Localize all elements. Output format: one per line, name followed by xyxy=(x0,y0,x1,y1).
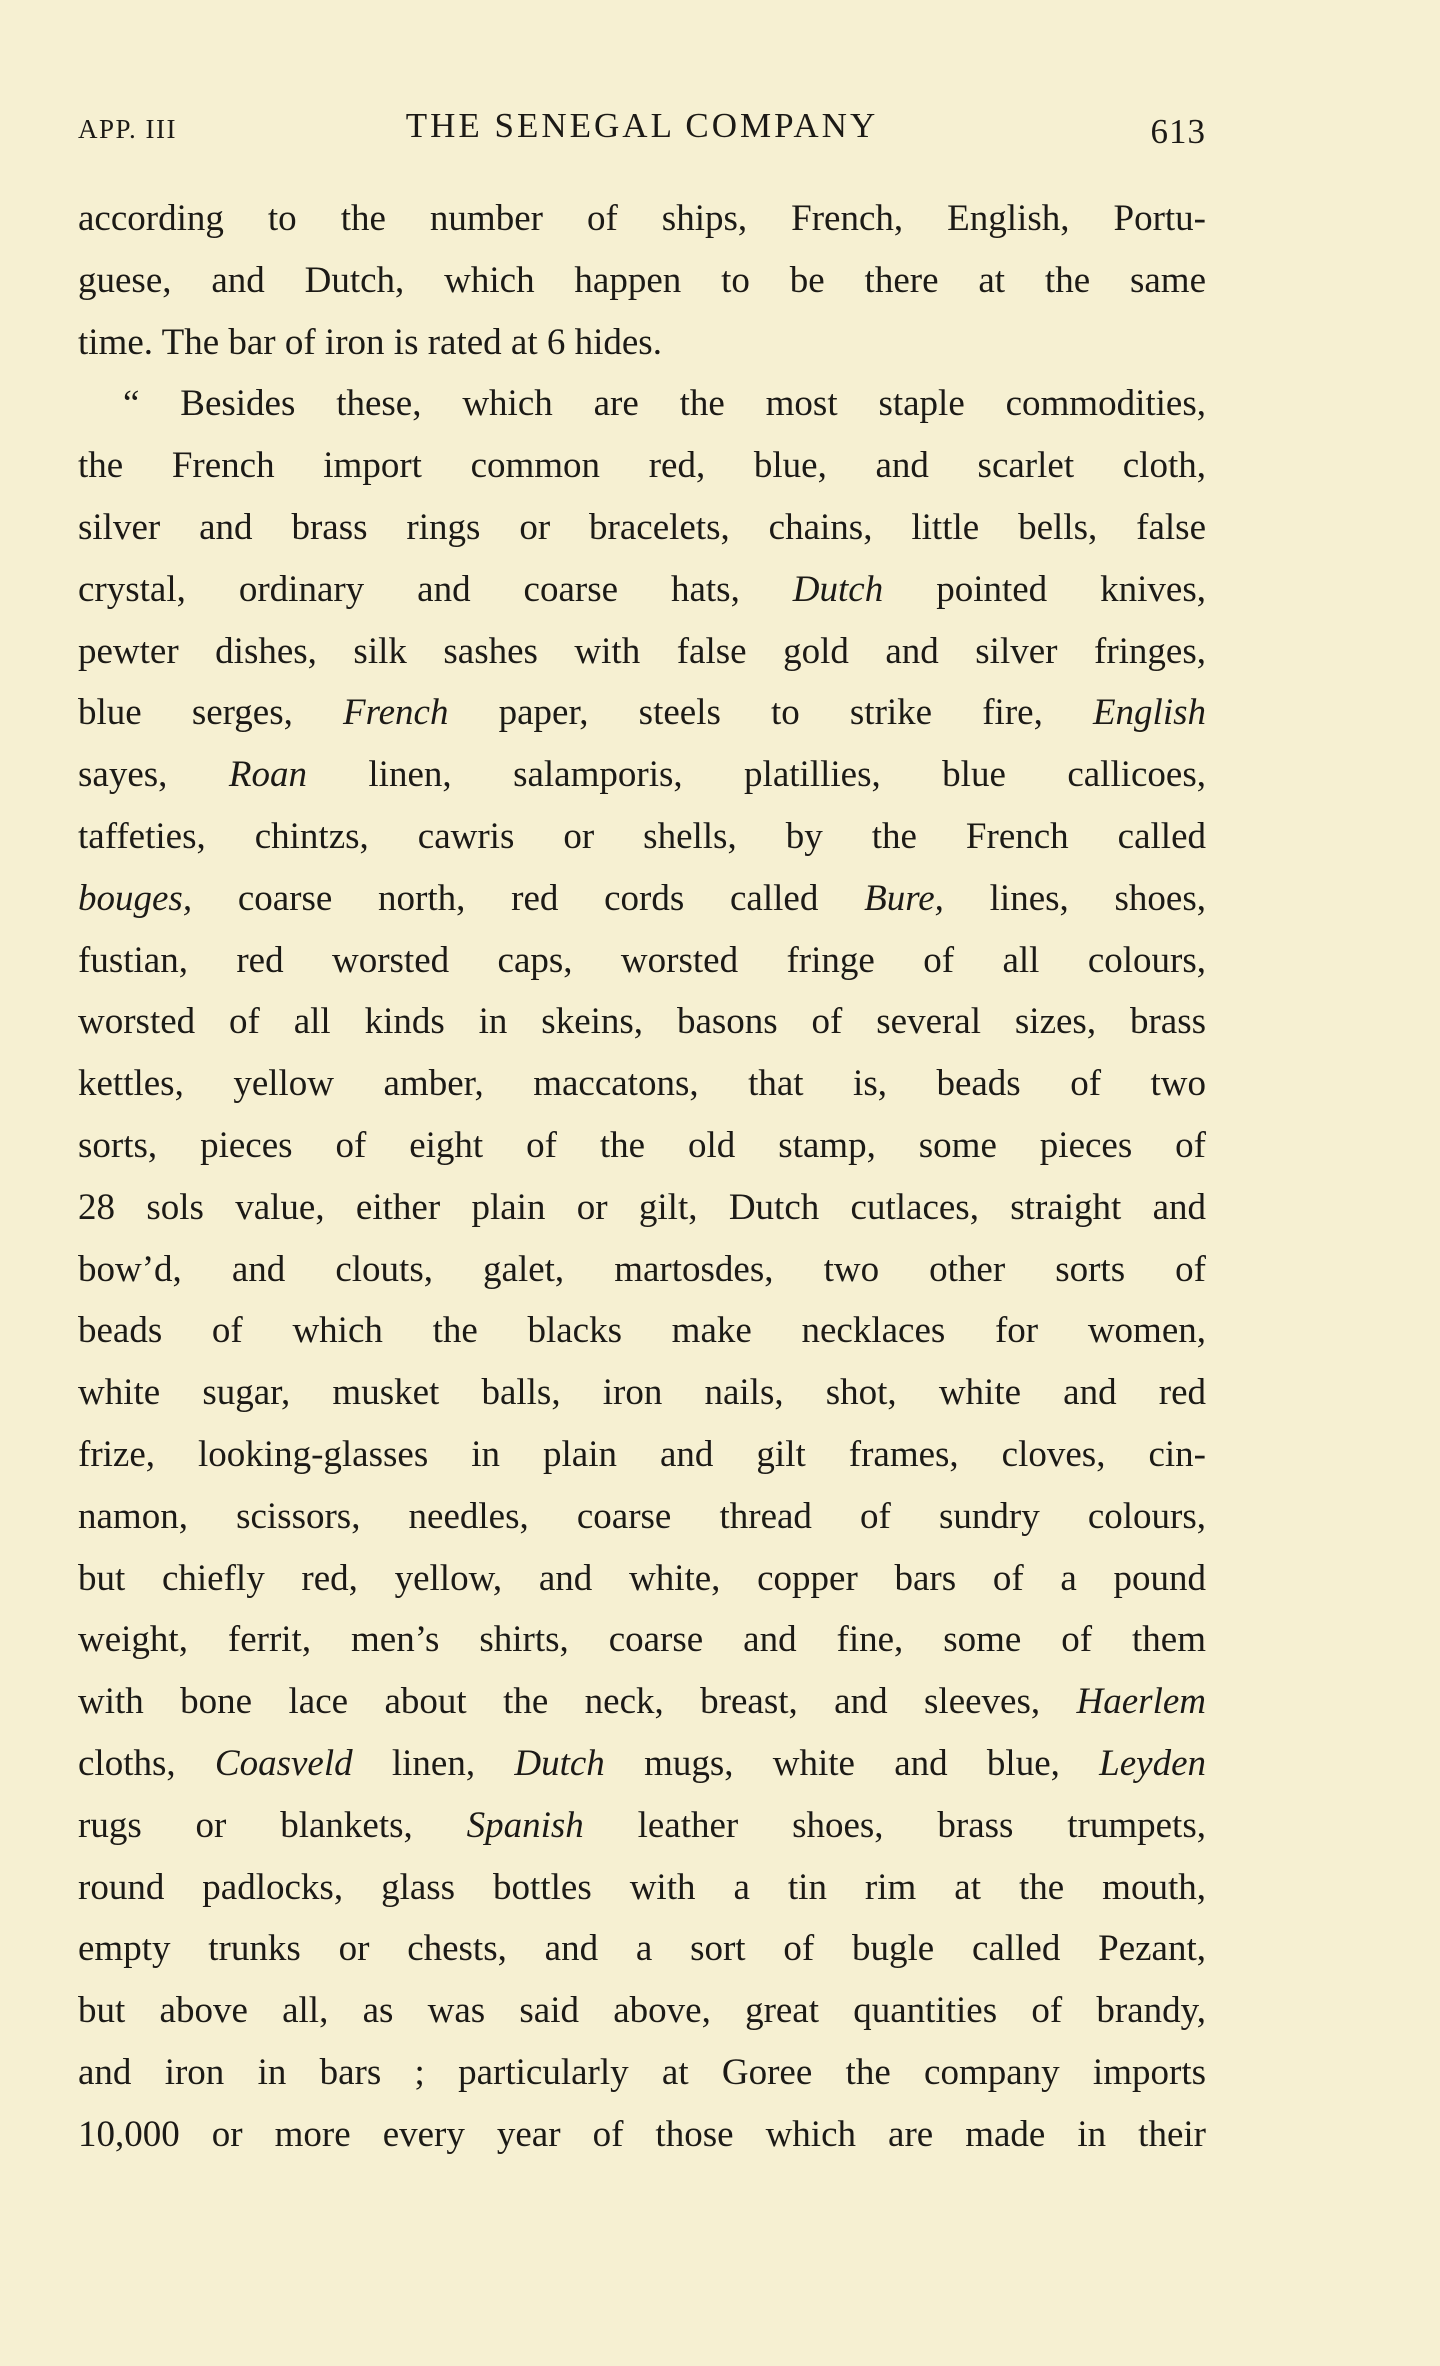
text-run: crystal, ordinary and coarse hats, xyxy=(78,568,793,610)
text-line xyxy=(78,806,1206,868)
text-run: linen, salamporis, platillies, blue callicoes, xyxy=(306,754,1206,796)
text-run: 10,000 or more every year of those which are made in their xyxy=(78,2113,1206,2155)
text-line xyxy=(78,1300,1206,1362)
italic-text: Leyden xyxy=(1099,1742,1206,1784)
text-run: mugs, white and blue, xyxy=(604,1742,1100,1784)
text-run: coarse north, red cords called xyxy=(192,877,865,919)
text-line xyxy=(78,2042,1206,2104)
text-run: rugs or blankets, xyxy=(78,1804,467,1846)
text-line xyxy=(78,1177,1206,1239)
text-line xyxy=(78,1424,1206,1486)
text-run: bow’d, and clouts, galet, martosdes, two other sorts of xyxy=(78,1248,1206,1290)
text-line xyxy=(78,1795,1206,1857)
text-run: paper, steels to strike fire, xyxy=(448,692,1093,734)
text-run: pointed knives, xyxy=(883,568,1206,610)
italic-text: Haerlem xyxy=(1076,1681,1206,1723)
italic-text: Spanish xyxy=(466,1804,584,1846)
text-run: lines, shoes, xyxy=(943,877,1206,919)
text-line xyxy=(78,1486,1206,1548)
text-run: empty trunks or chests, and a sort of bugle called Pezant, xyxy=(78,1928,1206,1970)
text-line xyxy=(78,188,1206,250)
text-run: guese, and Dutch, which happen to be there at the same xyxy=(78,259,1206,301)
text-run: blue serges, xyxy=(78,692,343,734)
text-line xyxy=(78,1609,1206,1671)
text-line xyxy=(78,1239,1206,1301)
text-line xyxy=(78,1362,1206,1424)
text-run: kettles, yellow amber, maccatons, that is, beads of two xyxy=(78,1063,1206,1105)
text-run: but above all, as was said above, great quantities of brandy, xyxy=(78,1990,1206,2032)
text-run: beads of which the blacks make necklaces for women, xyxy=(78,1310,1206,1352)
italic-text: Bure, xyxy=(864,877,944,919)
text-line xyxy=(78,930,1206,992)
text-line xyxy=(78,1671,1206,1733)
text-line xyxy=(78,1548,1206,1610)
text-line xyxy=(78,682,1206,744)
text-run: time. The bar of iron is rated at 6 hides. xyxy=(78,321,662,363)
text-run: white sugar, musket balls, iron nails, shot, white and red xyxy=(78,1372,1206,1414)
text-run: 28 sols value, either plain or gilt, Dutch cutlaces, straight and xyxy=(78,1186,1206,1228)
text-run: with bone lace about the neck, breast, and sleeves, xyxy=(78,1681,1077,1723)
text-run: linen, xyxy=(352,1742,515,1784)
text-line xyxy=(78,621,1206,683)
text-run: round padlocks, glass bottles with a tin rim at the mouth, xyxy=(78,1866,1206,1908)
text-run: silver and brass rings or bracelets, chains, little bells, false xyxy=(78,506,1206,548)
text-run: but chiefly red, yellow, and white, copper bars of a pound xyxy=(78,1557,1206,1599)
text-run: worsted of all kinds in skeins, basons of several sizes, brass xyxy=(78,1001,1206,1043)
text-line xyxy=(78,1918,1206,1980)
chapter-title: THE SENEGAL COMPANY xyxy=(405,106,879,145)
text-run: leather shoes, brass trumpets, xyxy=(583,1804,1206,1846)
text-run: frize, looking-glasses in plain and gilt frames, cloves, cin- xyxy=(78,1433,1206,1475)
text-line xyxy=(78,373,1206,435)
text-run: “ Besides these, which are the most staple commodities, xyxy=(123,383,1206,425)
italic-text: Coasveld xyxy=(214,1742,353,1784)
text-line xyxy=(78,435,1206,497)
text-run: pewter dishes, silk sashes with false gold and silver fringes, xyxy=(78,630,1206,672)
italic-text: Roan xyxy=(228,754,307,796)
body-text xyxy=(78,188,1206,2166)
text-run: and iron in bars ; particularly at Goree the company imports xyxy=(78,2051,1206,2093)
italic-text: French xyxy=(343,692,449,734)
appendix-label: APP. III xyxy=(78,114,178,144)
text-run: sorts, pieces of eight of the old stamp, some pieces of xyxy=(78,1124,1206,1166)
italic-text: English xyxy=(1092,692,1206,734)
text-line xyxy=(78,744,1206,806)
text-line xyxy=(78,1733,1206,1795)
running-head xyxy=(78,104,1206,154)
italic-text: bouges, xyxy=(78,877,193,919)
text-line xyxy=(78,312,1206,374)
italic-text: Dutch xyxy=(792,568,884,610)
text-run: weight, ferrit, men’s shirts, coarse and fine, some of them xyxy=(78,1619,1206,1661)
text-line xyxy=(78,868,1206,930)
text-line xyxy=(78,1115,1206,1177)
text-line xyxy=(78,2104,1206,2166)
text-run: namon, scissors, needles, coarse thread of sundry colours, xyxy=(78,1495,1206,1537)
page-number: 613 xyxy=(1150,112,1206,151)
text-line xyxy=(78,991,1206,1053)
text-run: the French import common red, blue, and scarlet cloth, xyxy=(78,445,1206,487)
text-line xyxy=(78,1980,1206,2042)
text-run: according to the number of ships, French, English, Portu- xyxy=(78,198,1206,239)
text-run: cloths, xyxy=(78,1742,215,1784)
text-run: fustian, red worsted caps, worsted fringe of all colours, xyxy=(78,939,1206,981)
text-line xyxy=(78,1053,1206,1115)
text-run: taffeties, chintzs, cawris or shells, by the French called xyxy=(78,815,1206,857)
text-line xyxy=(78,559,1206,621)
text-line xyxy=(78,1857,1206,1919)
text-run: sayes, xyxy=(78,754,229,796)
text-line xyxy=(78,497,1206,559)
text-line xyxy=(78,250,1206,312)
italic-text: Dutch xyxy=(514,1742,605,1784)
